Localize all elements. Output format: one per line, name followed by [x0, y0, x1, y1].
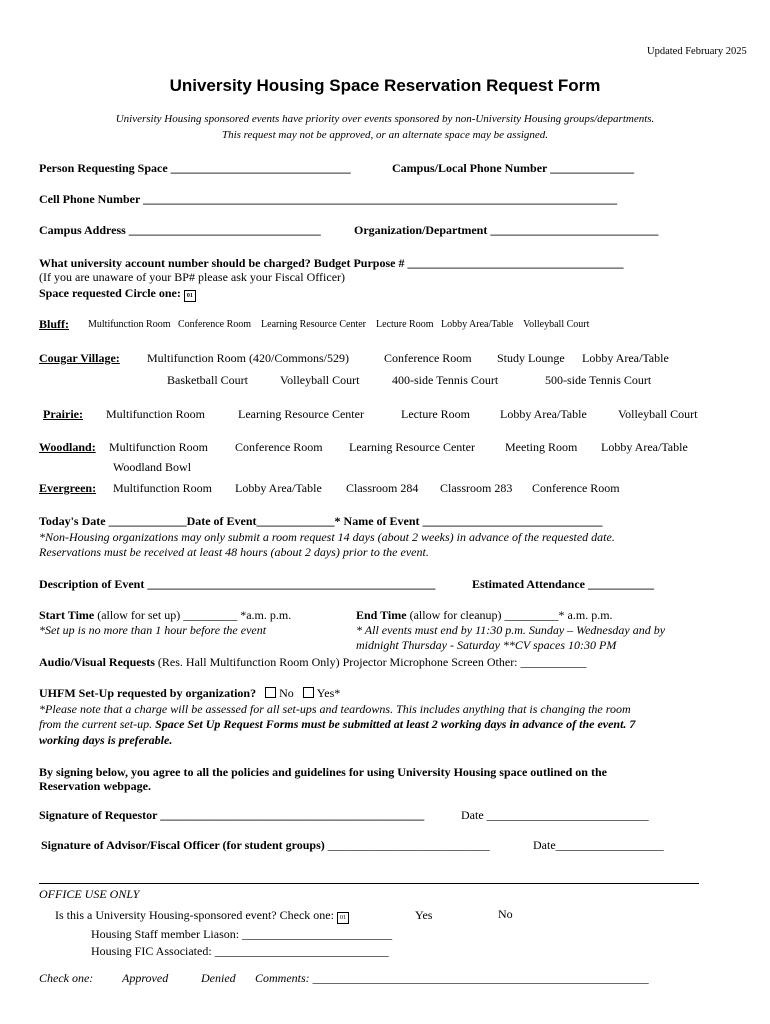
end-time-note-1: * All events must end by 11:30 p.m. Sunday – Wednesday and by — [356, 623, 666, 637]
advisor-line: ___________________________ — [324, 838, 490, 852]
evergreen-label: Evergreen: — [39, 481, 97, 495]
space-requested-label — [39, 286, 196, 302]
uhfm-no-label: No — [279, 686, 294, 700]
av-label: Audio/Visual Requests — [39, 655, 155, 669]
agreement-line-2: Reservation webpage. — [39, 779, 151, 793]
organization-field[interactable]: Organization/Department ____________________________ — [354, 223, 659, 237]
date-fields-line[interactable]: Today's Date _____________Date of Event_____________* Name of Event ______________________________ — [39, 514, 603, 528]
cougar-option[interactable]: Study Lounge — [497, 351, 565, 365]
bluff-option[interactable]: Volleyball Court — [523, 319, 590, 330]
start-time-label: Start Time — [39, 608, 95, 622]
office-use-title: OFFICE USE ONLY — [39, 887, 140, 901]
dates-note-2: Reservations must be received at least 48 hours (about 2 days) prior to the event. — [39, 545, 429, 559]
woodland-option[interactable]: Multifunction Room — [109, 440, 208, 454]
uhfm-yes-label: Yes* — [316, 686, 341, 700]
intro-line-2: This request may not be approved, or an alternate space may be assigned. — [221, 129, 549, 141]
prairie-option[interactable]: Lobby Area/Table — [500, 407, 587, 421]
cell-phone-field[interactable]: Cell Phone Number _______________________________________________________________________________ — [39, 192, 618, 206]
uhfm-question — [39, 686, 340, 701]
denied-option[interactable]: Denied — [201, 971, 236, 985]
cougar-option[interactable]: Volleyball Court — [280, 373, 360, 387]
cougar-option[interactable]: Conference Room — [384, 351, 472, 365]
prairie-label: Prairie: — [43, 407, 83, 421]
phone-field[interactable]: Campus/Local Phone Number ______________ — [392, 161, 635, 175]
check-one-label: Check one: — [39, 971, 94, 985]
approved-option[interactable]: Approved — [122, 971, 169, 985]
cougar-option[interactable]: Multifunction Room (420/Commons/529) — [147, 351, 350, 365]
av-rest: (Res. Hall Multifunction Room Only) Projector Microphone Screen Other: ___________ — [154, 655, 587, 669]
advisor-label: Signature of Advisor/Fiscal Officer (for student groups) — [41, 838, 325, 852]
account-number-field[interactable]: What university account number should be charged? Budget Purpose # ____________________________________ — [39, 256, 624, 270]
uhfm-yes-checkbox[interactable] — [303, 687, 314, 698]
uhfm-note-1: *Please note that a charge will be assessed for all set-ups and teardowns. This includes anything that is changing the room — [39, 702, 631, 716]
advisor-signature-field[interactable] — [41, 838, 490, 853]
woodland-option[interactable]: Lobby Area/Table — [601, 440, 688, 454]
requestor-signature-field[interactable]: Signature of Requestor ____________________________________________ — [39, 808, 425, 822]
woodland-option[interactable]: Learning Resource Center — [349, 440, 475, 454]
evergreen-option[interactable]: Lobby Area/Table — [235, 481, 322, 495]
end-time-rest: (allow for cleanup) _________* a.m. p.m. — [406, 608, 613, 622]
missing-glyph-icon: 01 — [184, 290, 196, 302]
woodland-option[interactable]: Conference Room — [235, 440, 323, 454]
dates-note-1: *Non-Housing organizations may only submit a room request 14 days (about 2 weeks) in advance of the requested date. — [39, 530, 615, 544]
cougar-village-label: Cougar Village: — [39, 351, 120, 365]
start-time-field[interactable] — [39, 608, 291, 623]
prairie-option[interactable]: Multifunction Room — [106, 407, 205, 421]
uhfm-note-2a: from the current set-up. — [39, 717, 156, 731]
office-question-text: Is this a University Housing-sponsored event? Check one: — [55, 908, 334, 922]
uhfm-no-checkbox[interactable] — [265, 687, 276, 698]
prairie-option[interactable]: Learning Resource Center — [238, 407, 364, 421]
campus-address-field[interactable]: Campus Address ________________________________ — [39, 223, 321, 237]
advisor-date-field[interactable]: Date__________________ — [533, 838, 664, 852]
uhfm-note-2b: Space Set Up Request Forms must be submitted at least 2 working days in advance of the event. 7 — [155, 717, 636, 731]
bluff-options — [88, 319, 589, 330]
end-time-field[interactable] — [356, 608, 613, 623]
end-time-label: End Time — [356, 608, 407, 622]
comments-field[interactable]: Comments: ________________________________________________________ — [255, 971, 649, 985]
uhfm-note-3: working days is preferable. — [39, 733, 173, 747]
office-divider — [39, 883, 699, 884]
bluff-label: Bluff: — [39, 317, 69, 331]
account-note: (If you are unaware of your BP# please ask your Fiscal Officer) — [39, 270, 346, 284]
person-requesting-field[interactable]: Person Requesting Space ______________________________ — [39, 161, 351, 175]
cougar-option[interactable]: Lobby Area/Table — [582, 351, 669, 365]
intro-line-1: University Housing sponsored events have priority over events sponsored by non-University Housing groups/departments. — [115, 113, 655, 125]
missing-glyph-icon: 01 — [337, 912, 349, 924]
evergreen-option[interactable]: Classroom 284 — [346, 481, 419, 495]
space-circle-text: Space requested Circle one: — [39, 286, 181, 300]
evergreen-option[interactable]: Classroom 283 — [440, 481, 513, 495]
staff-liaison-field[interactable]: Housing Staff member Liason: _________________________ — [91, 927, 393, 941]
form-title: University Housing Space Reservation Request Form — [169, 76, 601, 95]
fic-associated-field[interactable]: Housing FIC Associated: _____________________________ — [91, 944, 389, 958]
woodland-label: Woodland: — [39, 440, 96, 454]
bluff-option[interactable]: Conference Room — [178, 319, 252, 330]
woodland-option[interactable]: Meeting Room — [505, 440, 578, 454]
woodland-option[interactable]: Woodland Bowl — [113, 460, 192, 474]
prairie-option[interactable]: Lecture Room — [401, 407, 470, 421]
updated-date: Updated February 2025 — [647, 46, 747, 57]
av-requests-field[interactable] — [39, 655, 587, 670]
start-time-note: *Set up is no more than 1 hour before the event — [39, 623, 267, 637]
bluff-option[interactable]: Learning Resource Center — [261, 319, 367, 330]
evergreen-option[interactable]: Conference Room — [532, 481, 620, 495]
description-field[interactable]: Description of Event ________________________________________________ — [39, 577, 436, 591]
evergreen-option[interactable]: Multifunction Room — [113, 481, 212, 495]
bluff-option[interactable]: Lecture Room — [376, 319, 434, 330]
uhfm-note-2 — [39, 717, 635, 732]
cougar-option[interactable]: 500-side Tennis Court — [545, 373, 652, 387]
office-yes-option[interactable]: Yes — [415, 908, 433, 922]
cougar-option[interactable]: Basketball Court — [167, 373, 248, 387]
office-question — [55, 908, 349, 924]
uhfm-label: UHFM Set-Up requested by organization? — [39, 686, 257, 700]
cougar-option[interactable]: 400-side Tennis Court — [392, 373, 499, 387]
requestor-date-field[interactable]: Date ___________________________ — [461, 808, 649, 822]
office-no-option[interactable]: No — [498, 907, 513, 921]
agreement-line-1: By signing below, you agree to all the policies and guidelines for using University Housing space outlined on the — [39, 765, 607, 779]
end-time-note-2: midnight Thursday - Saturday **CV spaces 10:30 PM — [356, 638, 617, 652]
bluff-option[interactable]: Lobby Area/Table — [441, 319, 514, 330]
bluff-option[interactable]: Multifunction Room — [88, 319, 171, 330]
start-time-rest: (allow for set up) _________ *a.m. p.m. — [94, 608, 292, 622]
attendance-field[interactable]: Estimated Attendance ___________ — [472, 577, 654, 591]
prairie-option[interactable]: Volleyball Court — [618, 407, 698, 421]
